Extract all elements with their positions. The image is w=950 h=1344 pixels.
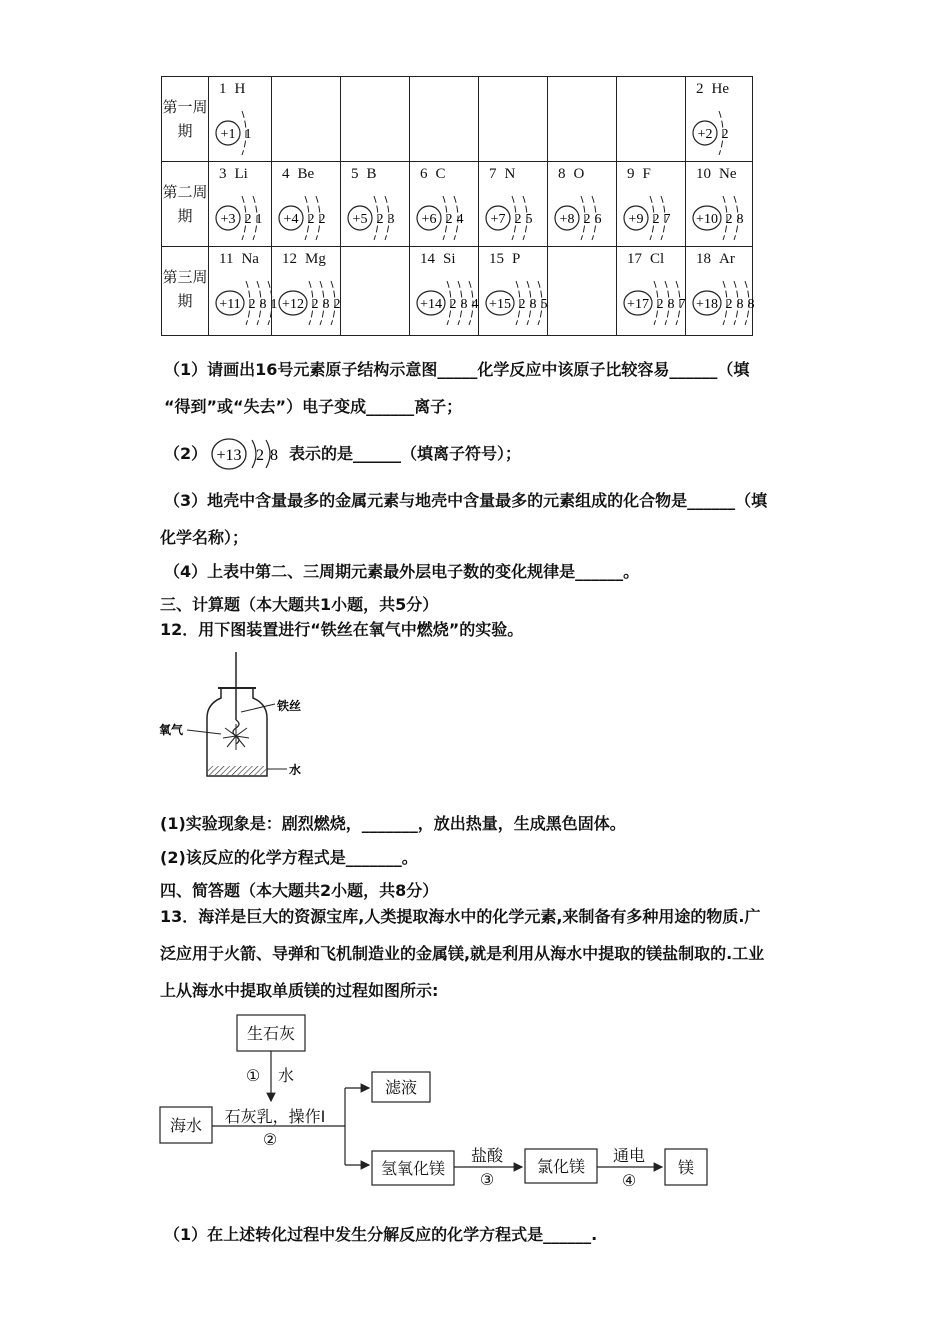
atom-structure-diagram	[690, 267, 754, 329]
electron-count: 5	[525, 212, 533, 227]
element-cell	[686, 247, 753, 336]
atomic-number: 5	[351, 166, 359, 182]
q13-line3: 上从海水中提取单质镁的过程如图所示:	[160, 981, 439, 1000]
nuclear-charge: +14	[420, 297, 442, 312]
empty-cell	[410, 77, 479, 162]
electron-count: 2	[583, 212, 591, 227]
atom-structure-diagram	[483, 182, 547, 244]
atomic-number: 15	[489, 251, 504, 267]
element-symbol: Be	[297, 166, 315, 182]
electron-count: 8	[322, 297, 330, 312]
section4-heading: 四、简答题（本大题共2小题，共8分）	[160, 881, 439, 900]
empty-cell	[272, 77, 341, 162]
q13-line1: 13．海洋是巨大的资源宝库,人类提取海水中的化学元素,来制备有多种用途的物质.广	[160, 907, 761, 926]
electron-count: 2	[333, 297, 340, 312]
flow-seawater: 海水	[169, 1116, 203, 1135]
element-cell	[686, 162, 753, 247]
empty-cell	[548, 247, 617, 336]
atom-structure-diagram	[690, 97, 754, 159]
electron-count: 2	[445, 212, 453, 227]
electron-count: 2	[248, 297, 256, 312]
flow-mgcl2: 氯化镁	[536, 1157, 586, 1176]
atom-structure-diagram	[621, 182, 685, 244]
electron-count: 2	[656, 297, 664, 312]
atomic-number: 2	[696, 81, 704, 97]
atom-structure-diagram	[213, 182, 277, 244]
nuclear-charge: +15	[489, 297, 511, 312]
electron-count: 4	[471, 297, 478, 312]
nuclear-charge: +11	[219, 297, 241, 312]
electron-count: 2	[307, 212, 315, 227]
electron-count: 1	[270, 297, 277, 312]
element-header	[219, 166, 248, 183]
atomic-number: 11	[219, 251, 234, 267]
element-cell	[479, 162, 548, 247]
electron-count: 8	[259, 297, 267, 312]
electron-count: 2	[725, 212, 733, 227]
element-symbol: P	[512, 251, 521, 267]
element-header	[282, 166, 314, 183]
nuclear-charge: +8	[559, 212, 575, 227]
flow-lime-milk: 石灰乳，操作Ⅰ	[224, 1107, 326, 1126]
electron-count: 8	[529, 297, 537, 312]
flow-quicklime: 生石灰	[246, 1024, 296, 1043]
atomic-number: 7	[489, 166, 497, 182]
atom-structure-diagram	[414, 182, 478, 244]
nuclear-charge: +3	[220, 212, 236, 227]
magnesium-extraction-flowchart	[155, 1010, 725, 1195]
element-cell	[209, 247, 277, 336]
element-header	[558, 166, 584, 183]
electron-count: 2	[376, 212, 384, 227]
label-iron-wire: 铁丝	[277, 699, 302, 713]
element-cell	[410, 247, 479, 336]
element-symbol: He	[711, 81, 729, 97]
electron-count: 8	[747, 297, 754, 312]
nuclear-charge: +4	[283, 212, 299, 227]
period-row	[162, 162, 753, 247]
nuclear-charge: +10	[696, 212, 718, 227]
ion-shell-2: 8	[270, 447, 278, 464]
element-symbol: F	[642, 166, 651, 182]
nuclear-charge: +2	[697, 127, 713, 142]
period-label: 第二周期	[162, 162, 209, 247]
q13-line2: 泛应用于火箭、导弹和飞机制造业的金属镁,就是利用从海水中提取的镁盐制取的.工业	[160, 944, 765, 963]
element-cell	[617, 162, 686, 247]
element-symbol: Mg	[305, 251, 326, 267]
element-cell	[410, 162, 479, 247]
atomic-number: 3	[219, 166, 227, 182]
empty-cell	[341, 247, 410, 336]
flow-step1-label: 水	[277, 1066, 295, 1085]
iron-burning-apparatus	[155, 648, 315, 783]
atom-structure-diagram	[276, 267, 340, 329]
atomic-number: 18	[696, 251, 711, 267]
electron-count: 7	[663, 212, 671, 227]
element-symbol: B	[366, 166, 377, 182]
element-cell	[209, 77, 272, 162]
periodic-table	[161, 76, 753, 336]
element-cell	[341, 162, 410, 247]
element-symbol: Ne	[719, 166, 737, 182]
flow-step3-num: ③	[479, 1170, 495, 1189]
q11-part1-line2: “得到”或“失去”）电子变成______离子；	[164, 397, 463, 416]
atom-structure-diagram	[690, 182, 754, 244]
electron-count: 6	[594, 212, 602, 227]
element-cell	[272, 247, 341, 336]
element-header	[351, 166, 377, 183]
flow-filtrate: 滤液	[384, 1078, 418, 1097]
element-symbol: Li	[234, 166, 248, 182]
element-header	[696, 251, 735, 268]
nuclear-charge: +9	[628, 212, 644, 227]
nuclear-charge: +6	[421, 212, 437, 227]
electron-count: 7	[678, 297, 685, 312]
period-row	[162, 247, 753, 336]
element-symbol: O	[573, 166, 585, 182]
electron-count: 8	[667, 297, 675, 312]
electron-count: 2	[518, 297, 526, 312]
atom-structure-diagram	[414, 267, 478, 329]
element-cell	[209, 162, 272, 247]
electron-count: 2	[449, 297, 457, 312]
period-row	[162, 77, 753, 162]
flow-step4-num: ④	[621, 1171, 637, 1190]
element-header	[627, 251, 664, 268]
element-header	[627, 166, 651, 183]
atomic-number: 4	[282, 166, 290, 182]
electron-count: 4	[456, 212, 464, 227]
element-symbol: N	[504, 166, 516, 182]
empty-cell	[548, 77, 617, 162]
nuclear-charge: +1	[220, 127, 236, 142]
q12-part1: (1)实验现象是：剧烈燃烧，_______，放出热量，生成黑色固体。	[160, 814, 626, 833]
period-label: 第一周期	[162, 77, 209, 162]
element-header	[489, 166, 515, 183]
electron-count: 2	[244, 212, 252, 227]
element-symbol: H	[234, 81, 246, 97]
flow-electrolysis: 通电	[612, 1146, 646, 1165]
empty-cell	[341, 77, 410, 162]
atomic-number: 6	[420, 166, 428, 182]
electron-count: 2	[514, 212, 522, 227]
electron-count: 2	[725, 297, 733, 312]
element-header	[489, 251, 520, 268]
empty-cell	[479, 77, 548, 162]
q12-intro: 12．用下图装置进行“铁丝在氧气中燃烧”的实验。	[160, 620, 524, 639]
element-symbol: Ar	[719, 251, 735, 267]
q11-part3-line1: （3）地壳中含量最多的金属元素与地壳中含量最多的元素组成的化合物是______（填	[164, 491, 768, 510]
flow-mgoh2: 氢氧化镁	[380, 1159, 446, 1178]
atom-structure-diagram	[213, 97, 277, 159]
element-header	[420, 251, 456, 268]
atomic-number: 17	[627, 251, 642, 267]
element-cell	[272, 162, 341, 247]
element-cell	[479, 247, 548, 336]
element-symbol: C	[435, 166, 446, 182]
atom-structure-diagram	[276, 182, 340, 244]
electron-count: 1	[255, 212, 263, 227]
element-cell	[617, 247, 686, 336]
flow-acid: 盐酸	[470, 1146, 504, 1165]
atom-structure-diagram	[213, 267, 277, 329]
electron-count: 8	[460, 297, 468, 312]
atom-structure-diagram	[345, 182, 409, 244]
element-header	[696, 81, 729, 98]
electron-count: 3	[387, 212, 395, 227]
electron-count: 1	[244, 127, 252, 142]
ion-structure-diagram	[208, 432, 288, 476]
electron-count: 2	[652, 212, 660, 227]
atomic-number: 12	[282, 251, 297, 267]
atom-structure-diagram	[552, 182, 616, 244]
ion-nucleus-charge: +13	[216, 447, 242, 464]
flow-step2-num: ②	[262, 1130, 278, 1149]
electron-count: 5	[540, 297, 547, 312]
flow-step1-num: ①	[245, 1066, 261, 1085]
atom-structure-diagram	[621, 267, 685, 329]
q12-part2: (2)该反应的化学方程式是_______。	[160, 848, 418, 867]
nuclear-charge: +17	[627, 297, 649, 312]
q11-part2-suffix: 表示的是______（填离子符号）；	[289, 444, 522, 463]
atom-structure-diagram	[483, 267, 547, 329]
period-label: 第三周期	[162, 247, 209, 336]
label-oxygen: 氧气	[159, 723, 184, 737]
q11-part4: （4）上表中第二、三周期元素最外层电子数的变化规律是______。	[164, 562, 640, 581]
element-header	[219, 81, 245, 98]
empty-cell	[617, 77, 686, 162]
nuclear-charge: +18	[696, 297, 718, 312]
section3-heading: 三、计算题（本大题共1小题，共5分）	[160, 595, 439, 614]
element-header	[696, 166, 737, 183]
element-cell	[548, 162, 617, 247]
element-symbol: Cl	[650, 251, 665, 267]
electron-count: 2	[311, 297, 319, 312]
element-cell	[686, 77, 753, 162]
element-symbol: Si	[443, 251, 456, 267]
element-header	[219, 251, 259, 268]
element-header	[420, 166, 446, 183]
electron-count: 2	[318, 212, 326, 227]
electron-count: 8	[736, 297, 744, 312]
element-symbol: Na	[241, 251, 259, 267]
q11-part2-prefix: （2）	[164, 444, 208, 463]
atomic-number: 14	[420, 251, 435, 267]
nuclear-charge: +5	[352, 212, 368, 227]
element-header	[282, 251, 326, 268]
nuclear-charge: +12	[282, 297, 304, 312]
q11-part3-line2: 化学名称）；	[160, 528, 249, 547]
q11-part1-line1: （1）请画出16号元素原子结构示意图_____化学反应中该原子比较容易______（填	[164, 360, 750, 379]
electron-count: 2	[721, 127, 729, 142]
flow-mg: 镁	[677, 1158, 695, 1177]
label-water: 水	[289, 763, 302, 777]
nuclear-charge: +7	[490, 212, 506, 227]
atomic-number: 1	[219, 81, 227, 97]
atomic-number: 9	[627, 166, 635, 182]
atomic-number: 10	[696, 166, 711, 182]
atomic-number: 8	[558, 166, 566, 182]
ion-shell-1: 2	[256, 447, 264, 464]
electron-count: 8	[736, 212, 744, 227]
q13-part1: （1）在上述转化过程中发生分解反应的化学方程式是______.	[164, 1225, 598, 1244]
